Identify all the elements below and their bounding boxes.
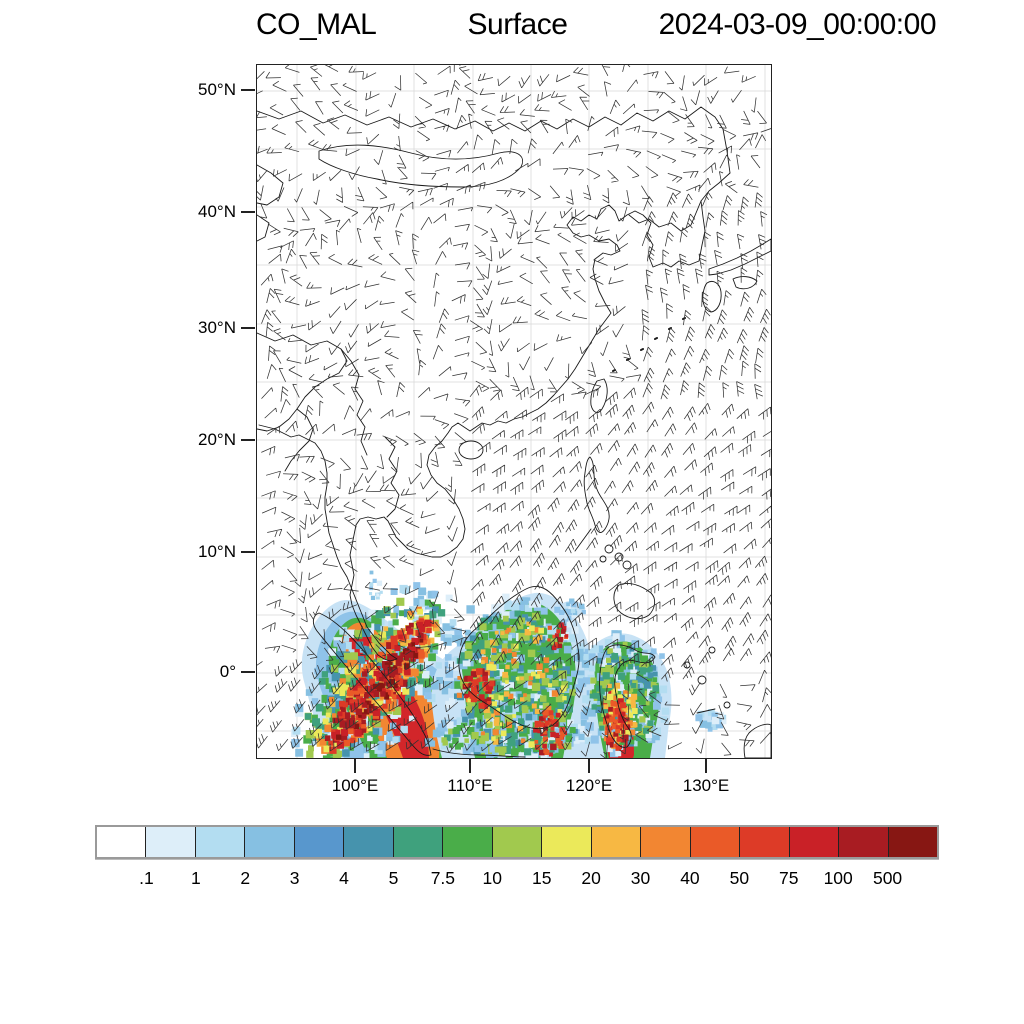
x-tick-label: 120°E (565, 776, 613, 795)
colorbar-level-label: 3 (289, 868, 300, 888)
colorbar-cell-13 (739, 827, 788, 857)
colorbar (95, 825, 939, 859)
colorbar-level-label: 75 (779, 868, 799, 888)
colorbar-level-label: 20 (581, 868, 601, 888)
y-tick-mark (241, 439, 255, 441)
colorbar-level-label: 10 (482, 868, 503, 888)
mongolia-border (319, 145, 523, 187)
x-tick-label: 100°E (331, 776, 379, 795)
colorbar-cell-3 (244, 827, 293, 857)
x-tick-mark (588, 758, 590, 773)
ryukyu-islands (613, 318, 685, 371)
speckle-zone (369, 571, 383, 600)
x-tick-mark (705, 758, 707, 773)
mindanao-island (614, 583, 655, 618)
colorbar-cell-12 (690, 827, 739, 857)
y-tick-label: 20°N (198, 430, 236, 449)
x-tick-label: 110°E (447, 776, 493, 795)
colorbar-level-label: 5 (388, 868, 399, 888)
y-tick-label: 40°N (198, 202, 236, 221)
x-tick-mark (354, 758, 356, 773)
y-tick-label: 0° (219, 662, 236, 681)
colorbar-cell-0 (97, 827, 145, 857)
colorbar-level-label: 100 (823, 868, 853, 888)
visayas-island (605, 545, 613, 553)
newguinea-coast (744, 724, 771, 758)
korea-border (629, 201, 701, 231)
maluku-island (724, 702, 730, 708)
colorbar-cell-14 (789, 827, 838, 857)
colorbar-cell-5 (343, 827, 392, 857)
colorbar-level-label: 15 (531, 868, 552, 888)
colorbar-cell-8 (492, 827, 541, 857)
visayas-island (623, 561, 631, 569)
maluku-island (709, 647, 715, 653)
colorbar-level-label: 7.5 (430, 868, 456, 888)
map-frame (256, 64, 772, 759)
y-tick-mark (241, 671, 255, 673)
colorbar-level-label: 40 (680, 868, 700, 888)
y-tick-mark (241, 211, 255, 213)
asia-mainland-coast (259, 173, 730, 661)
colorbar-level-label: 50 (729, 868, 750, 888)
colorbar-level-label: 4 (339, 868, 349, 888)
colorbar-level-label: 1 (190, 868, 201, 888)
colorbar-cell-4 (294, 827, 343, 857)
colorbar-level-label: .1 (139, 868, 154, 888)
colorbar-cell-2 (195, 827, 244, 857)
colorbar-cell-11 (640, 827, 689, 857)
colorbar-cell-16 (888, 827, 937, 857)
colorbar-cell-6 (393, 827, 442, 857)
title-variable: CO_MAL (256, 8, 377, 41)
x-tick-label: 130°E (682, 776, 730, 795)
colorbar-cell-10 (591, 827, 640, 857)
colorbar-cell-9 (541, 827, 590, 857)
y-tick-mark (241, 551, 255, 553)
y-tick-label: 10°N (198, 542, 236, 561)
colorbar-level-label: 30 (630, 868, 651, 888)
colorbar-level-label: 2 (240, 868, 251, 888)
palawan-island (575, 529, 591, 551)
map-canvas (257, 65, 771, 758)
colorbar-cell-7 (442, 827, 491, 857)
northern-borders (257, 107, 730, 173)
topleft-borders (257, 165, 283, 241)
y-tick-label: 50°N (198, 80, 236, 99)
x-tick-mark (469, 758, 471, 773)
luzon-island (584, 457, 609, 532)
y-tick-label: 30°N (198, 318, 236, 337)
y-tick-mark (241, 327, 255, 329)
title-datetime: 2024-03-09_00:00:00 (658, 8, 936, 41)
maluku-island (698, 676, 706, 684)
shikoku-island (733, 277, 757, 289)
colorbar-cell-1 (145, 827, 194, 857)
title-level: Surface (467, 8, 568, 41)
colorbar-level-label: 500 (872, 868, 903, 888)
y-tick-mark (241, 89, 255, 91)
colorbar-cell-15 (838, 827, 887, 857)
plot-title (256, 8, 936, 42)
